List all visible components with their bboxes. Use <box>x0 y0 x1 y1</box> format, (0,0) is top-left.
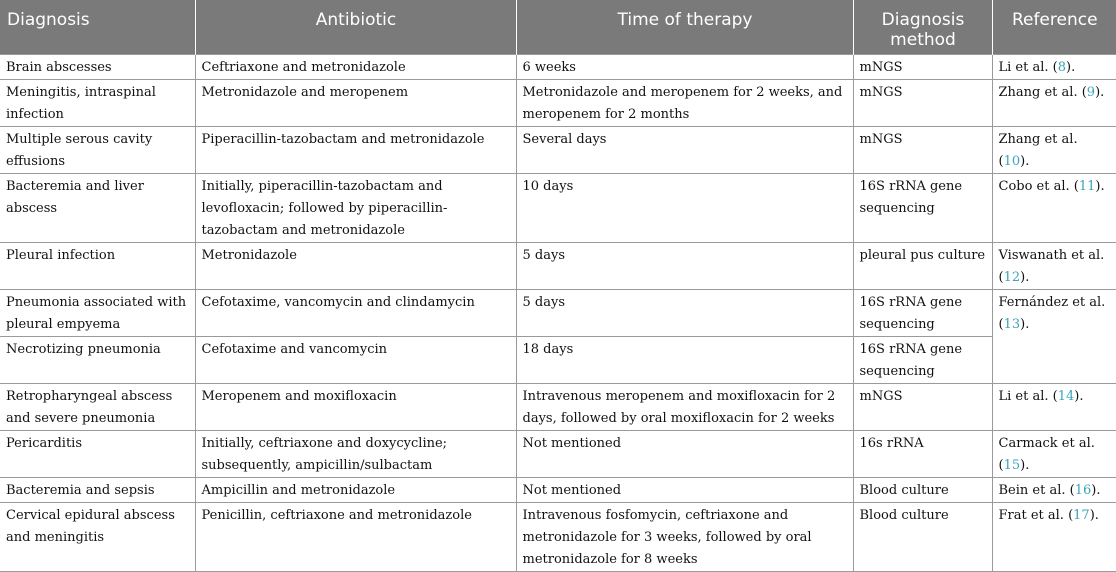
table-row <box>0 431 1116 478</box>
reference-tail: ). <box>1089 508 1099 523</box>
cell-reference <box>992 80 1116 127</box>
table-row <box>0 174 1116 243</box>
citation-link[interactable]: 10 <box>1003 154 1021 169</box>
header-diagnosis-method: Diagnosis method <box>853 0 992 55</box>
cell-antibiotic: Cefotaxime, vancomycin and clindamycin <box>195 290 516 337</box>
table-row <box>0 503 1116 572</box>
cell-reference <box>992 431 1116 478</box>
cell-antibiotic: Metronidazole <box>195 243 516 290</box>
reference-tail: ). <box>1020 270 1030 285</box>
reference-author: Zhang et al. ( <box>998 132 1078 169</box>
cell-method: Blood culture <box>853 478 992 503</box>
citation-link[interactable]: 11 <box>1078 179 1096 194</box>
citation-link[interactable]: 8 <box>1057 60 1066 75</box>
citation-link[interactable]: 12 <box>1003 270 1021 285</box>
header-reference: Reference <box>992 0 1116 55</box>
citation-link[interactable]: 16 <box>1074 483 1092 498</box>
cell-method: mNGS <box>853 55 992 80</box>
cell-diagnosis: Retropharyngeal abscess and severe pneumonia <box>0 384 195 431</box>
citation-link[interactable]: 9 <box>1086 85 1096 100</box>
cell-antibiotic: Penicillin, ceftriaxone and metronidazole <box>195 503 516 572</box>
cell-time: Metronidazole and meropenem for 2 weeks, and meropenem for 2 months <box>516 80 853 127</box>
cell-method: pleural pus culture <box>853 243 992 290</box>
cell-reference <box>992 478 1116 503</box>
citation-link[interactable]: 15 <box>1003 458 1021 473</box>
cell-time: 10 days <box>516 174 853 243</box>
header-row <box>0 0 1116 55</box>
cell-antibiotic: Ampicillin and metronidazole <box>195 478 516 503</box>
cell-time: Intravenous meropenem and moxifloxacin for 2 days, followed by oral moxifloxacin for 2 weeks <box>516 384 853 431</box>
cell-reference <box>992 127 1116 174</box>
cell-antibiotic: Piperacillin-tazobactam and metronidazole <box>195 127 516 174</box>
cell-time: 6 weeks <box>516 55 853 80</box>
cell-method: mNGS <box>853 384 992 431</box>
table-row <box>0 337 1116 384</box>
table-row <box>0 127 1116 174</box>
table-row <box>0 384 1116 431</box>
cell-method: 16S rRNA gene sequencing <box>853 290 992 337</box>
reference-author: Bein et al. ( <box>998 483 1075 498</box>
cell-method: 16S rRNA gene sequencing <box>853 174 992 243</box>
cell-time: Not mentioned <box>516 478 853 503</box>
cell-reference <box>992 243 1116 290</box>
reference-author: Zhang et al. ( <box>998 85 1087 100</box>
table-row <box>0 243 1116 290</box>
reference-author: Li et al. ( <box>998 389 1058 404</box>
cell-time: Several days <box>516 127 853 174</box>
cell-diagnosis: Pleural infection <box>0 243 195 290</box>
reference-author: Fernández et al. ( <box>998 295 1106 332</box>
reference-tail: ). <box>1095 179 1105 194</box>
cell-time: 5 days <box>516 243 853 290</box>
cell-method: 16S rRNA gene sequencing <box>853 337 992 384</box>
cell-diagnosis: Meningitis, intraspinal infection <box>0 80 195 127</box>
cell-reference <box>992 55 1116 80</box>
cell-diagnosis: Bacteremia and sepsis <box>0 478 195 503</box>
cell-diagnosis: Cervical epidural abscess and meningitis <box>0 503 195 572</box>
cell-method: mNGS <box>853 80 992 127</box>
cell-time: 18 days <box>516 337 853 384</box>
cell-time: Not mentioned <box>516 431 853 478</box>
cell-antibiotic: Cefotaxime and vancomycin <box>195 337 516 384</box>
cell-reference <box>992 384 1116 431</box>
reference-author: Cobo et al. ( <box>998 179 1079 194</box>
reference-author: Frat et al. ( <box>998 508 1074 523</box>
cell-diagnosis: Pneumonia associated with pleural empyema <box>0 290 195 337</box>
cell-diagnosis: Multiple serous cavity effusions <box>0 127 195 174</box>
cell-antibiotic: Initially, piperacillin-tazobactam and levofloxacin; followed by piperacillin-tazobactam and metronidazole <box>195 174 516 243</box>
cell-antibiotic: Initially, ceftriaxone and doxycycline; subsequently, ampicillin/sulbactam <box>195 431 516 478</box>
header-antibiotic: Antibiotic <box>195 0 516 55</box>
reference-author: Carmack et al. ( <box>998 436 1095 473</box>
cell-diagnosis: Necrotizing pneumonia <box>0 337 195 384</box>
reference-tail: ). <box>1020 317 1030 332</box>
citation-link[interactable]: 17 <box>1073 508 1090 523</box>
table-row <box>0 290 1116 337</box>
cell-antibiotic: Meropenem and moxifloxacin <box>195 384 516 431</box>
reference-tail: ). <box>1074 389 1084 404</box>
reference-tail: ). <box>1095 85 1105 100</box>
cell-reference <box>992 174 1116 243</box>
reference-author: Viswanath et al. ( <box>998 248 1105 285</box>
table-row <box>0 80 1116 127</box>
reference-tail: ). <box>1091 483 1101 498</box>
cell-method: 16s rRNA <box>853 431 992 478</box>
table-row <box>0 55 1116 80</box>
reference-author: Li et al. ( <box>998 60 1058 75</box>
header-diagnosis: Diagnosis <box>0 0 195 55</box>
cell-antibiotic: Metronidazole and meropenem <box>195 80 516 127</box>
cell-diagnosis: Pericarditis <box>0 431 195 478</box>
cell-time: Intravenous fosfomycin, ceftriaxone and metronidazole for 3 weeks, followed by oral metronidazole for 8 weeks <box>516 503 853 572</box>
cell-diagnosis: Bacteremia and liver abscess <box>0 174 195 243</box>
cell-antibiotic: Ceftriaxone and metronidazole <box>195 55 516 80</box>
reference-tail: ). <box>1020 154 1030 169</box>
cell-reference <box>992 503 1116 572</box>
cell-time: 5 days <box>516 290 853 337</box>
cell-reference <box>992 290 1116 384</box>
cell-method: Blood culture <box>853 503 992 572</box>
header-time-of-therapy: Time of therapy <box>516 0 853 55</box>
table-row <box>0 478 1116 503</box>
reference-tail: ). <box>1020 458 1030 473</box>
citation-link[interactable]: 13 <box>1003 317 1021 332</box>
cell-method: mNGS <box>853 127 992 174</box>
citation-link[interactable]: 14 <box>1057 389 1075 404</box>
cell-diagnosis: Brain abscesses <box>0 55 195 80</box>
reference-tail: ). <box>1066 60 1076 75</box>
